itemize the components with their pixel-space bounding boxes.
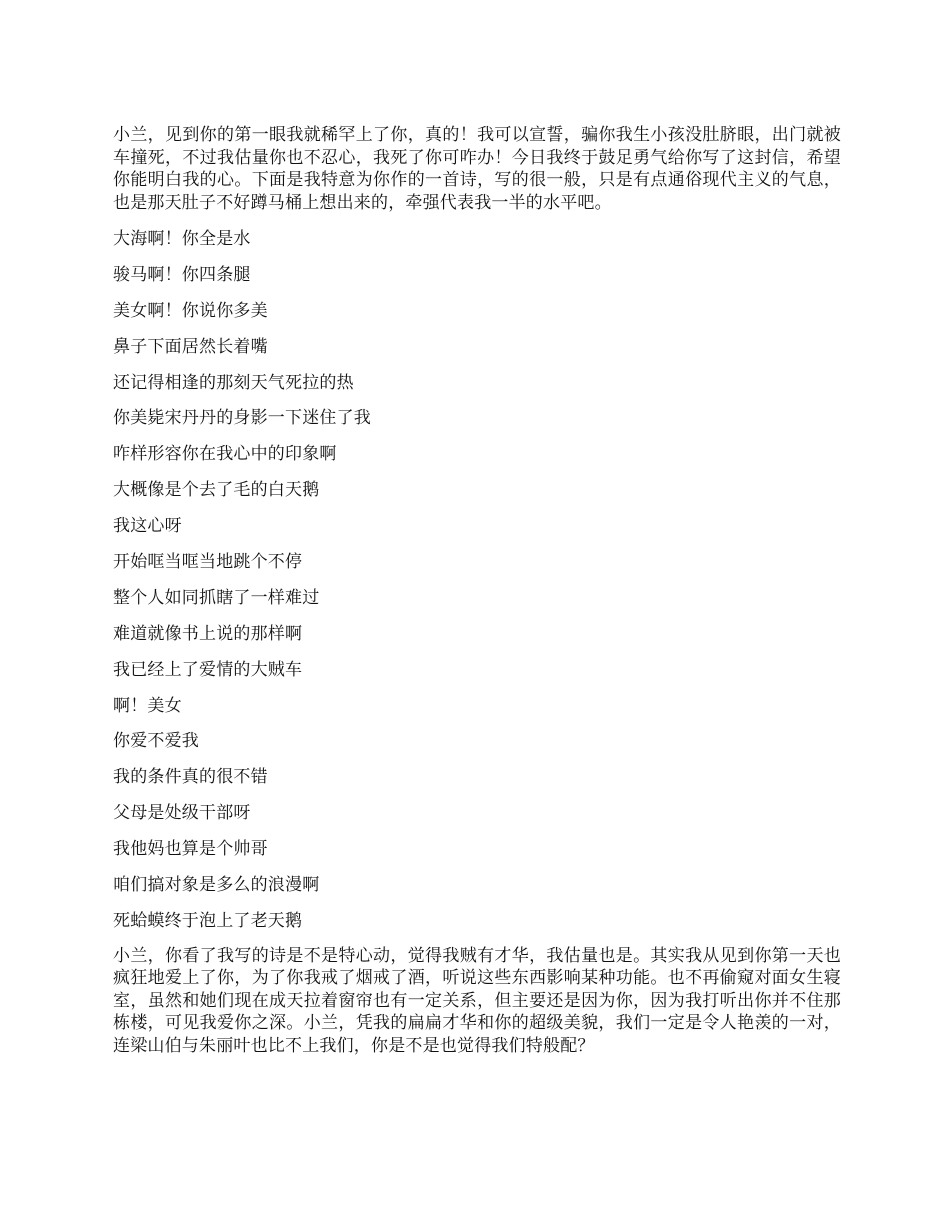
poem-line: 美女啊！你说你多美 (113, 300, 268, 321)
poem-line: 骏马啊！你四条腿 (113, 264, 251, 285)
poem-line: 啊！美女 (113, 695, 182, 716)
poem-line: 咱们搞对象是多么的浪漫啊 (113, 875, 320, 896)
intro-paragraph: 小兰，见到你的第一眼我就稀罕上了你，真的！我可以宣誓，骗你我生小孩没肚脐眼，出门就被车撞死，不过我估量你也不忍心，我死了你可咋办！今日我终于鼓足勇气给你写了这封信，希望你能明白我的心。下面是我特意为你作的一首诗，写的很一般，只是有点通俗现代主义的气息，也是那天肚子不好蹲马桶上想出来的，牵强代表我一半的水平吧。 (113, 125, 841, 213)
poem-line: 我他妈也算是个帅哥 (113, 839, 268, 860)
poem-line: 大海啊！你全是水 (113, 229, 251, 249)
poem-line: 死蛤蟆终于泡上了老天鹅 (113, 910, 303, 931)
poem-line: 难道就像书上说的那样啊 (113, 623, 303, 644)
closing-paragraph: 小兰，你看了我写的诗是不是特心动，觉得我贼有才华，我估量也是。其实我从见到你第一天也疯狂地爱上了你，为了你我戒了烟戒了酒，听说这些东西影响某种功能。也不再偷窥对面女生寝室，虽然和她们现在成天拉着窗帘也有一定关系，但主要还是因为你，因为我打听出你并不住那栋楼，可见我爱你之深。小兰，凭我的扁扁才华和你的超级美貌，我们一定是令人艳羡的一对，连梁山伯与朱丽叶也比不上我们，你是不是也觉得我们特般配？ (113, 945, 841, 1056)
poem-line: 你美毙宋丹丹的身影一下迷住了我 (113, 408, 371, 429)
poem-line: 大概像是个去了毛的白天鹅 (113, 480, 320, 501)
poem-line: 整个人如同抓瞎了一样难过 (113, 587, 320, 608)
poem-line: 父母是处级干部呀 (113, 803, 251, 824)
poem-line: 我的条件真的很不错 (113, 767, 268, 788)
poem-line: 你爱不爱我 (113, 731, 199, 752)
poem (113, 221, 841, 939)
poem-line: 还记得相逢的那刻天气死拉的热 (113, 372, 354, 393)
poem-line: 鼻子下面居然长着嘴 (113, 336, 268, 357)
poem-line: 咋样形容你在我心中的印象啊 (113, 444, 337, 465)
poem-line: 开始哐当哐当地跳个不停 (113, 552, 303, 573)
document-page (113, 124, 841, 1057)
poem-line: 我这心呀 (113, 516, 182, 537)
poem-line: 我已经上了爱情的大贼车 (113, 659, 303, 680)
